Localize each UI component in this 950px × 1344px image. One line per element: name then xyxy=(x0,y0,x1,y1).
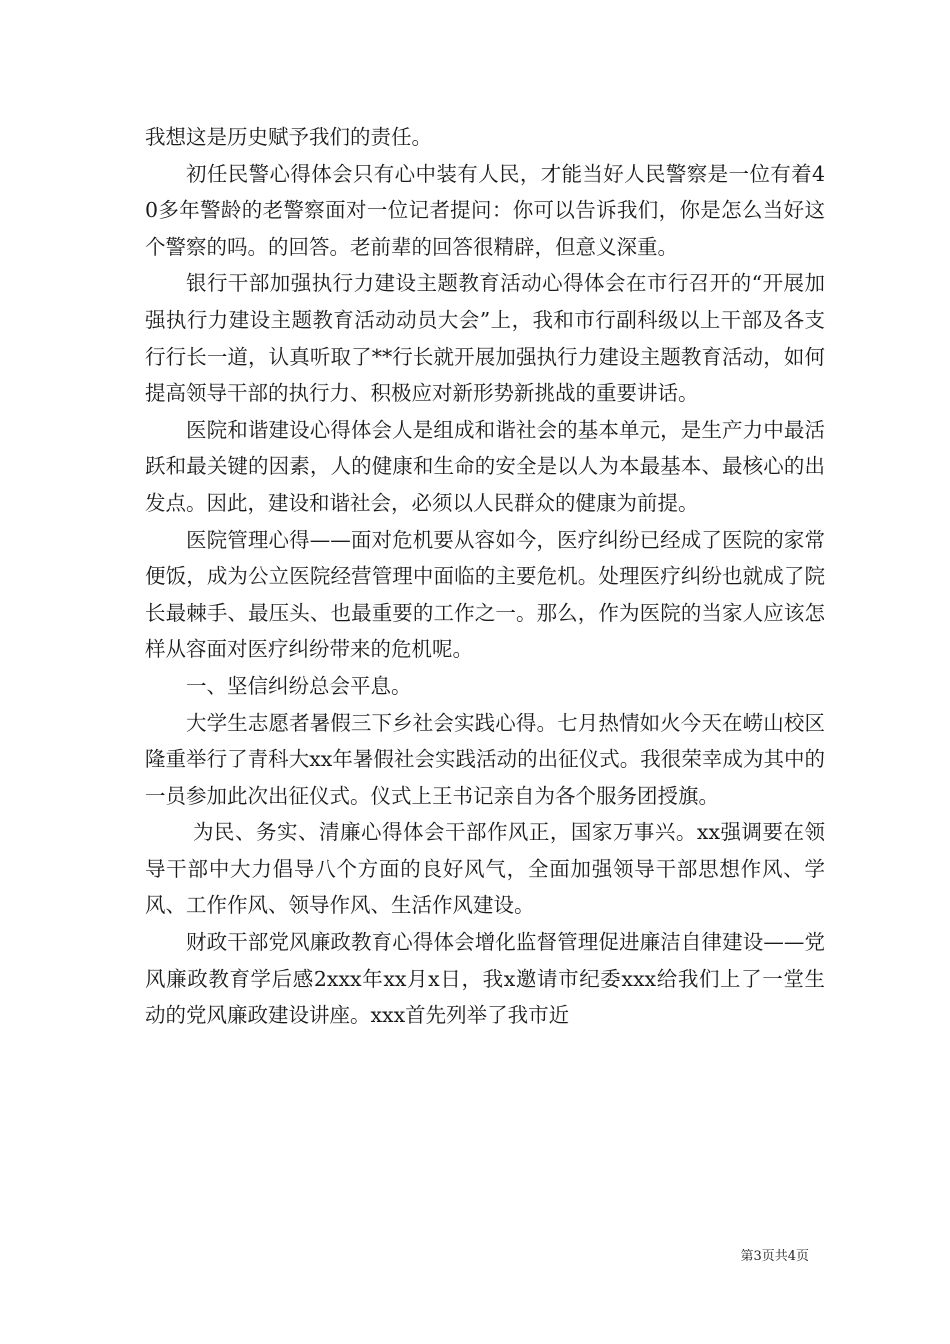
paragraph-1: 我想这是历史赋予我们的责任。 xyxy=(145,125,432,149)
paragraph-5: 医院管理心得——面对危机要从容如今，医疗纠纷已经成了医院的家常便饭，成为公立医院经营管理中面临的主要危机。处理医疗纠纷也就成了院长最棘手、最压头、也最重要的工作之一。那么，作为医院的当家人应该怎样从容面对医疗纠纷带来的危机呢。 xyxy=(145,527,825,662)
page-number-footer: 第3页共4页 xyxy=(740,1249,809,1264)
paragraph-3: 银行干部加强执行力建设主题教育活动心得体会在市行召开的“开展加强执行力建设主题教育活动动员大会”上，我和市行副科级以上干部及各支行行长一道，认真听取了**行长就开展加强执行力建设主题教育活动，如何提高领导干部的执行力、积极应对新形势新挑战的重要讲话。 xyxy=(145,271,825,406)
paragraph-8: 为民、务实、清廉心得体会干部作风正，国家万事兴。xx强调要在领导干部中大力倡导八个方面的良好风气，全面加强领导干部思想作风、学风、工作作风、领导作风、生活作风建设。 xyxy=(145,820,825,918)
paragraph-7: 大学生志愿者暑假三下乡社会实践心得。七月热情如火今天在崂山校区隆重举行了青科大xx年暑假社会实践活动的出征仪式。我很荣幸成为其中的一员参加此次出征仪式。仪式上王书记亲自为各个服务团授旗。 xyxy=(145,710,825,808)
paragraph-4: 医院和谐建设心得体会人是组成和谐社会的基本单元，是生产力中最活跃和最关键的因素，人的健康和生命的安全是以人为本最基本、最核心的出发点。因此，建设和谐社会，必须以人民群众的健康为前提。 xyxy=(145,417,825,515)
paragraph-6: 一、坚信纠纷总会平息。 xyxy=(186,673,412,698)
document-body xyxy=(145,119,825,1034)
paragraph-9: 财政干部党风廉政教育心得体会增化监督管理促进廉洁自律建设——党风廉政教育学后感2xxx年xx月x日，我x邀请市纪委xxx给我们上了一堂生动的党风廉政建设讲座。xxx首先列举了我市近 xyxy=(145,930,825,1028)
paragraph-2: 初任民警心得体会只有心中装有人民，才能当好人民警察是一位有着40多年警龄的老警察面对一位记者提问：你可以告诉我们，你是怎么当好这个警察的吗。的回答。老前辈的回答很精辟，但意义深重。 xyxy=(145,161,825,259)
